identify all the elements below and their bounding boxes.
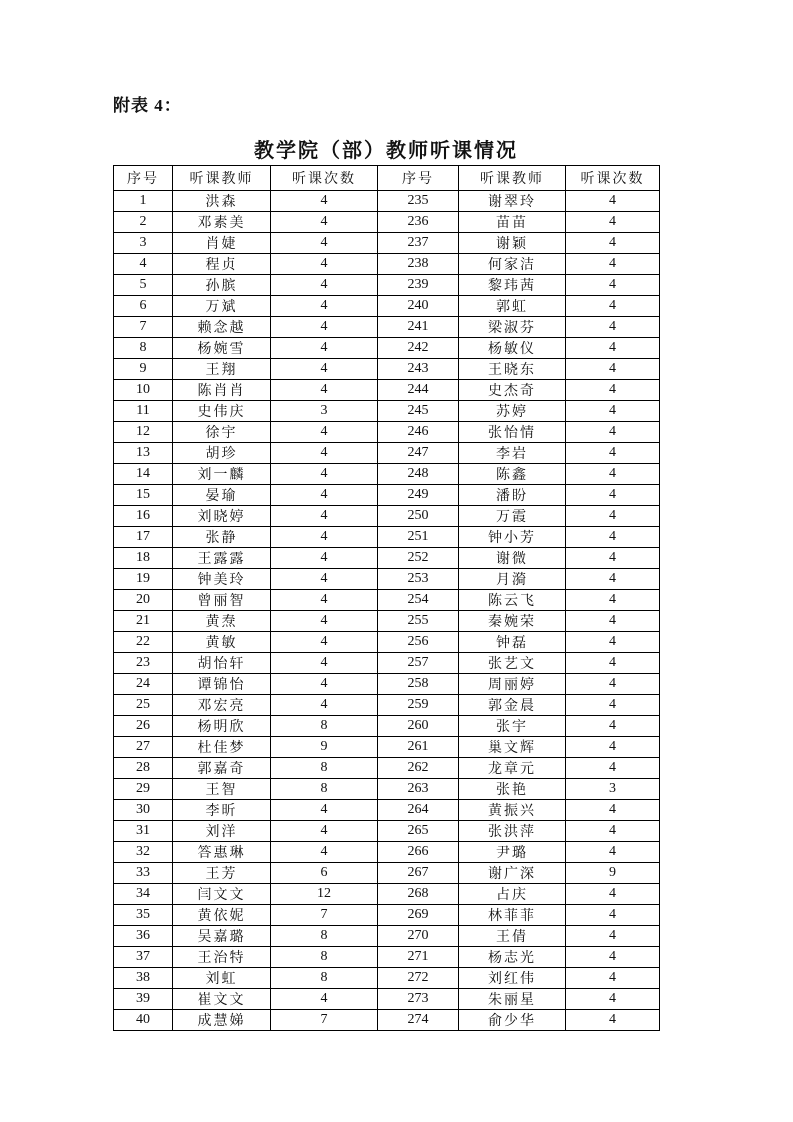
- cell-teacher-right: 谢微: [459, 548, 566, 569]
- cell-serial-right: 242: [378, 338, 459, 359]
- table-row: [114, 926, 660, 947]
- cell-teacher-left: 王露露: [173, 548, 271, 569]
- cell-teacher-right: 杨志光: [459, 947, 566, 968]
- cell-teacher-left: 肖婕: [173, 233, 271, 254]
- cell-serial-right: 245: [378, 401, 459, 422]
- cell-serial-right: 268: [378, 884, 459, 905]
- cell-count-left: 8: [271, 968, 378, 989]
- cell-serial-right: 269: [378, 905, 459, 926]
- cell-count-right: 4: [566, 296, 660, 317]
- cell-teacher-left: 邓宏亮: [173, 695, 271, 716]
- cell-teacher-left: 黄依妮: [173, 905, 271, 926]
- table-row: [114, 632, 660, 653]
- cell-teacher-right: 黄振兴: [459, 800, 566, 821]
- cell-serial-left: 32: [114, 842, 173, 863]
- cell-count-left: 9: [271, 737, 378, 758]
- cell-serial-right: 267: [378, 863, 459, 884]
- teacher-observation-table: [113, 165, 660, 1031]
- cell-count-right: 4: [566, 968, 660, 989]
- cell-serial-right: 263: [378, 779, 459, 800]
- cell-count-left: 4: [271, 296, 378, 317]
- cell-count-left: 4: [271, 611, 378, 632]
- cell-teacher-left: 杨明欣: [173, 716, 271, 737]
- cell-teacher-left: 刘晓婷: [173, 506, 271, 527]
- cell-teacher-left: 刘虹: [173, 968, 271, 989]
- table-row: [114, 674, 660, 695]
- cell-teacher-left: 刘一麟: [173, 464, 271, 485]
- cell-serial-left: 26: [114, 716, 173, 737]
- cell-count-right: 4: [566, 611, 660, 632]
- table-row: [114, 569, 660, 590]
- cell-serial-left: 28: [114, 758, 173, 779]
- cell-serial-left: 36: [114, 926, 173, 947]
- header-serial-left: 序号: [114, 166, 173, 191]
- cell-count-left: 4: [271, 464, 378, 485]
- cell-serial-left: 22: [114, 632, 173, 653]
- cell-teacher-right: 占庆: [459, 884, 566, 905]
- table-row: [114, 443, 660, 464]
- table-row: [114, 989, 660, 1010]
- cell-teacher-right: 张洪萍: [459, 821, 566, 842]
- cell-teacher-right: 钟小芳: [459, 527, 566, 548]
- table-row: [114, 821, 660, 842]
- cell-serial-left: 34: [114, 884, 173, 905]
- cell-count-left: 8: [271, 926, 378, 947]
- cell-serial-left: 5: [114, 275, 173, 296]
- cell-teacher-left: 赖念越: [173, 317, 271, 338]
- cell-teacher-right: 苏婷: [459, 401, 566, 422]
- cell-teacher-right: 俞少华: [459, 1010, 566, 1031]
- cell-serial-left: 30: [114, 800, 173, 821]
- cell-count-left: 6: [271, 863, 378, 884]
- cell-teacher-left: 李昕: [173, 800, 271, 821]
- cell-count-right: 4: [566, 548, 660, 569]
- cell-count-left: 8: [271, 716, 378, 737]
- cell-count-right: 4: [566, 359, 660, 380]
- table-row: [114, 212, 660, 233]
- cell-serial-left: 35: [114, 905, 173, 926]
- cell-count-right: 4: [566, 1010, 660, 1031]
- cell-teacher-left: 曾丽智: [173, 590, 271, 611]
- table-row: [114, 317, 660, 338]
- cell-serial-left: 40: [114, 1010, 173, 1031]
- cell-count-right: 4: [566, 821, 660, 842]
- cell-serial-right: 252: [378, 548, 459, 569]
- table-row: [114, 506, 660, 527]
- cell-teacher-right: 黎玮茜: [459, 275, 566, 296]
- table-header-row: [114, 166, 660, 191]
- cell-serial-left: 4: [114, 254, 173, 275]
- cell-serial-right: 274: [378, 1010, 459, 1031]
- table-row: [114, 254, 660, 275]
- cell-teacher-left: 陈肖肖: [173, 380, 271, 401]
- cell-teacher-left: 崔文文: [173, 989, 271, 1010]
- cell-teacher-right: 月漪: [459, 569, 566, 590]
- cell-serial-right: 235: [378, 191, 459, 212]
- cell-serial-right: 264: [378, 800, 459, 821]
- cell-count-left: 4: [271, 422, 378, 443]
- cell-count-right: 4: [566, 464, 660, 485]
- cell-count-left: 4: [271, 800, 378, 821]
- cell-serial-left: 15: [114, 485, 173, 506]
- cell-teacher-left: 万斌: [173, 296, 271, 317]
- cell-count-left: 3: [271, 401, 378, 422]
- cell-teacher-right: 杨敏仪: [459, 338, 566, 359]
- cell-teacher-left: 邓素美: [173, 212, 271, 233]
- cell-serial-right: 265: [378, 821, 459, 842]
- table-row: [114, 191, 660, 212]
- cell-count-right: 4: [566, 695, 660, 716]
- cell-serial-right: 253: [378, 569, 459, 590]
- cell-count-left: 4: [271, 569, 378, 590]
- cell-teacher-left: 杜佳梦: [173, 737, 271, 758]
- cell-count-left: 7: [271, 1010, 378, 1031]
- cell-serial-right: 246: [378, 422, 459, 443]
- cell-serial-right: 254: [378, 590, 459, 611]
- table-row: [114, 1010, 660, 1031]
- cell-teacher-right: 王晓东: [459, 359, 566, 380]
- cell-count-right: 9: [566, 863, 660, 884]
- table-row: [114, 653, 660, 674]
- cell-serial-right: 258: [378, 674, 459, 695]
- cell-count-right: 4: [566, 254, 660, 275]
- cell-serial-right: 262: [378, 758, 459, 779]
- cell-teacher-left: 胡怡轩: [173, 653, 271, 674]
- cell-count-right: 4: [566, 737, 660, 758]
- cell-count-left: 4: [271, 443, 378, 464]
- cell-count-right: 4: [566, 947, 660, 968]
- cell-teacher-right: 谢颖: [459, 233, 566, 254]
- cell-count-right: 4: [566, 443, 660, 464]
- table-body: [114, 191, 660, 1031]
- cell-count-right: 4: [566, 212, 660, 233]
- header-count-left: 听课次数: [271, 166, 378, 191]
- cell-serial-right: 236: [378, 212, 459, 233]
- cell-count-right: 4: [566, 401, 660, 422]
- cell-serial-left: 13: [114, 443, 173, 464]
- cell-serial-left: 16: [114, 506, 173, 527]
- table-row: [114, 716, 660, 737]
- cell-count-right: 4: [566, 275, 660, 296]
- cell-teacher-right: 潘盼: [459, 485, 566, 506]
- table-row: [114, 779, 660, 800]
- table-row: [114, 758, 660, 779]
- cell-serial-left: 23: [114, 653, 173, 674]
- cell-teacher-left: 谭锦怡: [173, 674, 271, 695]
- cell-serial-left: 11: [114, 401, 173, 422]
- cell-teacher-right: 陈云飞: [459, 590, 566, 611]
- cell-serial-left: 29: [114, 779, 173, 800]
- page-title: 教学院（部）教师听课情况: [254, 140, 518, 162]
- cell-teacher-right: 陈鑫: [459, 464, 566, 485]
- cell-serial-left: 21: [114, 611, 173, 632]
- table-row: [114, 275, 660, 296]
- cell-teacher-right: 梁淑芬: [459, 317, 566, 338]
- cell-count-right: 4: [566, 590, 660, 611]
- cell-serial-right: 250: [378, 506, 459, 527]
- cell-teacher-left: 王智: [173, 779, 271, 800]
- table-row: [114, 527, 660, 548]
- cell-serial-left: 25: [114, 695, 173, 716]
- cell-teacher-right: 张艺文: [459, 653, 566, 674]
- cell-count-right: 4: [566, 506, 660, 527]
- cell-count-left: 4: [271, 989, 378, 1010]
- cell-serial-right: 251: [378, 527, 459, 548]
- table-row: [114, 947, 660, 968]
- cell-teacher-left: 史伟庆: [173, 401, 271, 422]
- cell-count-left: 4: [271, 338, 378, 359]
- cell-teacher-right: 张怡情: [459, 422, 566, 443]
- cell-count-right: 4: [566, 842, 660, 863]
- cell-count-right: 4: [566, 674, 660, 695]
- cell-count-left: 4: [271, 317, 378, 338]
- cell-count-right: 4: [566, 926, 660, 947]
- cell-serial-left: 33: [114, 863, 173, 884]
- cell-count-right: 4: [566, 338, 660, 359]
- cell-teacher-right: 谢广深: [459, 863, 566, 884]
- cell-count-left: 8: [271, 779, 378, 800]
- cell-count-left: 8: [271, 947, 378, 968]
- cell-teacher-right: 王倩: [459, 926, 566, 947]
- cell-serial-left: 39: [114, 989, 173, 1010]
- cell-count-left: 4: [271, 527, 378, 548]
- cell-teacher-left: 吴嘉璐: [173, 926, 271, 947]
- cell-serial-right: 260: [378, 716, 459, 737]
- cell-count-left: 4: [271, 485, 378, 506]
- table-row: [114, 464, 660, 485]
- cell-serial-left: 14: [114, 464, 173, 485]
- cell-teacher-left: 徐宇: [173, 422, 271, 443]
- table-row: [114, 737, 660, 758]
- cell-serial-left: 20: [114, 590, 173, 611]
- cell-count-left: 4: [271, 359, 378, 380]
- cell-count-right: 4: [566, 758, 660, 779]
- cell-count-right: 4: [566, 422, 660, 443]
- cell-teacher-right: 朱丽星: [459, 989, 566, 1010]
- cell-serial-left: 2: [114, 212, 173, 233]
- cell-serial-left: 27: [114, 737, 173, 758]
- cell-teacher-left: 王翔: [173, 359, 271, 380]
- header-teacher-right: 听课教师: [459, 166, 566, 191]
- cell-teacher-right: 张宇: [459, 716, 566, 737]
- cell-teacher-right: 巢文辉: [459, 737, 566, 758]
- cell-serial-right: 240: [378, 296, 459, 317]
- cell-serial-left: 9: [114, 359, 173, 380]
- cell-serial-left: 24: [114, 674, 173, 695]
- cell-teacher-left: 闫文文: [173, 884, 271, 905]
- cell-serial-right: 256: [378, 632, 459, 653]
- cell-count-right: 4: [566, 527, 660, 548]
- table-row: [114, 485, 660, 506]
- cell-teacher-left: 王治特: [173, 947, 271, 968]
- table-row: [114, 401, 660, 422]
- cell-serial-left: 7: [114, 317, 173, 338]
- table-row: [114, 968, 660, 989]
- cell-teacher-left: 答惠琳: [173, 842, 271, 863]
- cell-serial-right: 271: [378, 947, 459, 968]
- cell-teacher-right: 史杰奇: [459, 380, 566, 401]
- cell-teacher-left: 张静: [173, 527, 271, 548]
- cell-teacher-left: 程贞: [173, 254, 271, 275]
- cell-serial-left: 18: [114, 548, 173, 569]
- cell-teacher-left: 钟美玲: [173, 569, 271, 590]
- cell-teacher-right: 苗苗: [459, 212, 566, 233]
- cell-count-left: 4: [271, 632, 378, 653]
- cell-count-right: 4: [566, 191, 660, 212]
- table-row: [114, 611, 660, 632]
- annex-label: 附表 4：: [113, 96, 182, 115]
- cell-teacher-left: 洪森: [173, 191, 271, 212]
- cell-serial-left: 1: [114, 191, 173, 212]
- table-row: [114, 233, 660, 254]
- header-teacher-left: 听课教师: [173, 166, 271, 191]
- cell-count-left: 4: [271, 506, 378, 527]
- cell-count-right: 4: [566, 653, 660, 674]
- cell-serial-right: 257: [378, 653, 459, 674]
- cell-count-left: 4: [271, 254, 378, 275]
- cell-count-left: 7: [271, 905, 378, 926]
- cell-serial-right: 239: [378, 275, 459, 296]
- table-header: [114, 166, 660, 191]
- header-count-right: 听课次数: [566, 166, 660, 191]
- cell-count-left: 4: [271, 821, 378, 842]
- cell-teacher-left: 黄焘: [173, 611, 271, 632]
- table-row: [114, 695, 660, 716]
- cell-count-right: 3: [566, 779, 660, 800]
- cell-serial-right: 266: [378, 842, 459, 863]
- cell-teacher-right: 何家洁: [459, 254, 566, 275]
- cell-serial-left: 3: [114, 233, 173, 254]
- header-serial-right: 序号: [378, 166, 459, 191]
- cell-serial-left: 19: [114, 569, 173, 590]
- cell-serial-right: 270: [378, 926, 459, 947]
- cell-teacher-left: 成慧娣: [173, 1010, 271, 1031]
- cell-count-right: 4: [566, 905, 660, 926]
- cell-teacher-left: 郭嘉奇: [173, 758, 271, 779]
- cell-teacher-left: 晏瑜: [173, 485, 271, 506]
- cell-teacher-left: 王芳: [173, 863, 271, 884]
- cell-serial-right: 261: [378, 737, 459, 758]
- cell-count-left: 4: [271, 380, 378, 401]
- cell-count-left: 4: [271, 674, 378, 695]
- table-row: [114, 380, 660, 401]
- cell-serial-left: 10: [114, 380, 173, 401]
- cell-serial-right: 248: [378, 464, 459, 485]
- cell-teacher-left: 杨婉雪: [173, 338, 271, 359]
- cell-teacher-left: 黄敏: [173, 632, 271, 653]
- cell-serial-right: 273: [378, 989, 459, 1010]
- cell-serial-left: 31: [114, 821, 173, 842]
- cell-count-right: 4: [566, 800, 660, 821]
- table-row: [114, 548, 660, 569]
- table-row: [114, 884, 660, 905]
- cell-teacher-right: 郭金晨: [459, 695, 566, 716]
- cell-count-left: 8: [271, 758, 378, 779]
- cell-serial-right: 241: [378, 317, 459, 338]
- cell-count-left: 4: [271, 653, 378, 674]
- table-row: [114, 359, 660, 380]
- cell-count-right: 4: [566, 380, 660, 401]
- cell-teacher-right: 万霞: [459, 506, 566, 527]
- cell-count-right: 4: [566, 884, 660, 905]
- cell-serial-left: 12: [114, 422, 173, 443]
- cell-serial-right: 237: [378, 233, 459, 254]
- cell-count-right: 4: [566, 716, 660, 737]
- cell-serial-left: 6: [114, 296, 173, 317]
- cell-count-left: 4: [271, 191, 378, 212]
- cell-count-right: 4: [566, 317, 660, 338]
- cell-count-left: 4: [271, 275, 378, 296]
- cell-count-left: 4: [271, 233, 378, 254]
- cell-count-right: 4: [566, 233, 660, 254]
- cell-teacher-right: 周丽婷: [459, 674, 566, 695]
- cell-count-left: 4: [271, 590, 378, 611]
- table-row: [114, 338, 660, 359]
- cell-teacher-left: 胡珍: [173, 443, 271, 464]
- cell-teacher-right: 秦婉荣: [459, 611, 566, 632]
- table-row: [114, 296, 660, 317]
- cell-count-left: 12: [271, 884, 378, 905]
- cell-serial-left: 8: [114, 338, 173, 359]
- cell-teacher-right: 尹璐: [459, 842, 566, 863]
- cell-teacher-right: 龙章元: [459, 758, 566, 779]
- cell-serial-left: 37: [114, 947, 173, 968]
- cell-teacher-right: 谢翠玲: [459, 191, 566, 212]
- cell-serial-left: 17: [114, 527, 173, 548]
- cell-teacher-right: 刘红伟: [459, 968, 566, 989]
- cell-count-left: 4: [271, 842, 378, 863]
- table-row: [114, 905, 660, 926]
- table-row: [114, 800, 660, 821]
- cell-serial-right: 272: [378, 968, 459, 989]
- table-row: [114, 842, 660, 863]
- cell-count-right: 4: [566, 485, 660, 506]
- cell-teacher-right: 李岩: [459, 443, 566, 464]
- cell-count-left: 4: [271, 695, 378, 716]
- cell-teacher-right: 张艳: [459, 779, 566, 800]
- cell-serial-right: 238: [378, 254, 459, 275]
- cell-teacher-right: 钟磊: [459, 632, 566, 653]
- cell-count-left: 4: [271, 212, 378, 233]
- cell-serial-left: 38: [114, 968, 173, 989]
- cell-teacher-right: 林菲菲: [459, 905, 566, 926]
- cell-serial-right: 243: [378, 359, 459, 380]
- table-row: [114, 422, 660, 443]
- cell-serial-right: 244: [378, 380, 459, 401]
- table-row: [114, 863, 660, 884]
- table-row: [114, 590, 660, 611]
- cell-count-right: 4: [566, 989, 660, 1010]
- cell-serial-right: 247: [378, 443, 459, 464]
- cell-serial-right: 249: [378, 485, 459, 506]
- cell-teacher-left: 刘洋: [173, 821, 271, 842]
- cell-count-left: 4: [271, 548, 378, 569]
- cell-teacher-right: 郭虹: [459, 296, 566, 317]
- cell-serial-right: 259: [378, 695, 459, 716]
- cell-serial-right: 255: [378, 611, 459, 632]
- cell-count-right: 4: [566, 632, 660, 653]
- cell-count-right: 4: [566, 569, 660, 590]
- cell-teacher-left: 孙膑: [173, 275, 271, 296]
